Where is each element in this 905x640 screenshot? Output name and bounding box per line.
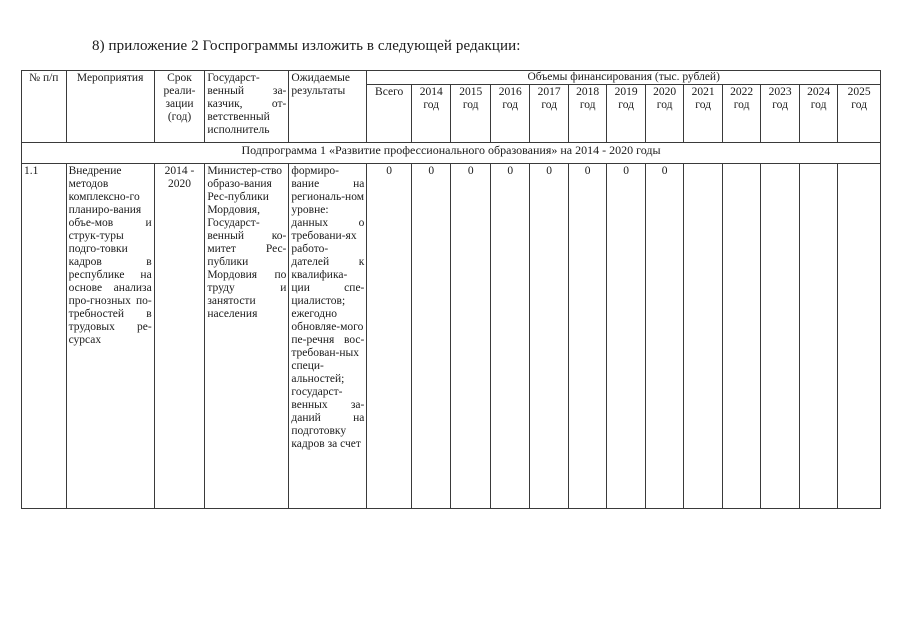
header-num: № п/п xyxy=(22,71,67,143)
row-customer: Министер-ство образо-вания Рес-публики Мордовия, Государст-венный ко-митет Рес-публики Мордовия по труду и занятости населения xyxy=(205,164,289,509)
row-value: 0 xyxy=(490,164,530,509)
program-table xyxy=(21,70,881,509)
header-year: 2024 год xyxy=(799,85,837,143)
row-value: 0 xyxy=(530,164,568,509)
row-results: формиро-вание на региональ-ном уровне: данных о требовани-ях работо-дателей к квалифика-ции спе-циалистов; ежегодно обновляе-мого пе-речня вос-требован-ных специ-альностей; государст-венных за-даний на подготовку кадров за счет xyxy=(289,164,367,509)
header-term: Срок реали-зации (год) xyxy=(154,71,205,143)
row-value: 0 xyxy=(645,164,683,509)
header-year: 2016 год xyxy=(490,85,530,143)
row-activity: Внедрение методов комплексно-го планиро-вания объе-мов и струк-туры подго-товки кадров в республике на основе анализа про-гнозных по-требностей в трудовых ре-сурсах xyxy=(66,164,154,509)
header-year: 2018 год xyxy=(568,85,606,143)
header-year: 2021 год xyxy=(684,85,722,143)
header-financing: Объемы финансирования (тыс. рублей) xyxy=(367,71,881,85)
row-value xyxy=(838,164,881,509)
header-customer: Государст-венный за-казчик, от-ветственный исполнитель xyxy=(205,71,289,143)
row-value xyxy=(761,164,799,509)
row-term: 2014 - 2020 xyxy=(154,164,205,509)
subprogram-title: Подпрограмма 1 «Развитие профессионального образования» на 2014 - 2020 годы xyxy=(22,143,881,164)
row-value xyxy=(799,164,837,509)
row-value: 0 xyxy=(607,164,645,509)
header-row-1 xyxy=(22,71,881,85)
header-year: 2023 год xyxy=(761,85,799,143)
header-year: 2025 год xyxy=(838,85,881,143)
header-year: 2015 год xyxy=(451,85,491,143)
header-year: 2017 год xyxy=(530,85,568,143)
intro-text: 8) приложение 2 Госпрограммы изложить в следующей редакции: xyxy=(92,38,521,54)
row-value xyxy=(684,164,722,509)
header-year: 2020 год xyxy=(645,85,683,143)
header-year: 2014 год xyxy=(411,85,451,143)
row-value: 0 xyxy=(411,164,451,509)
row-value: 0 xyxy=(568,164,606,509)
header-total: Всего xyxy=(367,85,412,143)
row-value xyxy=(722,164,760,509)
table-row xyxy=(22,164,881,509)
subprogram-row xyxy=(22,143,881,164)
header-year: 2019 год xyxy=(607,85,645,143)
header-activity: Мероприятия xyxy=(66,71,154,143)
header-results: Ожидаемые результаты xyxy=(289,71,367,143)
row-num: 1.1 xyxy=(22,164,67,509)
header-year: 2022 год xyxy=(722,85,760,143)
row-total: 0 xyxy=(367,164,412,509)
row-value: 0 xyxy=(451,164,491,509)
